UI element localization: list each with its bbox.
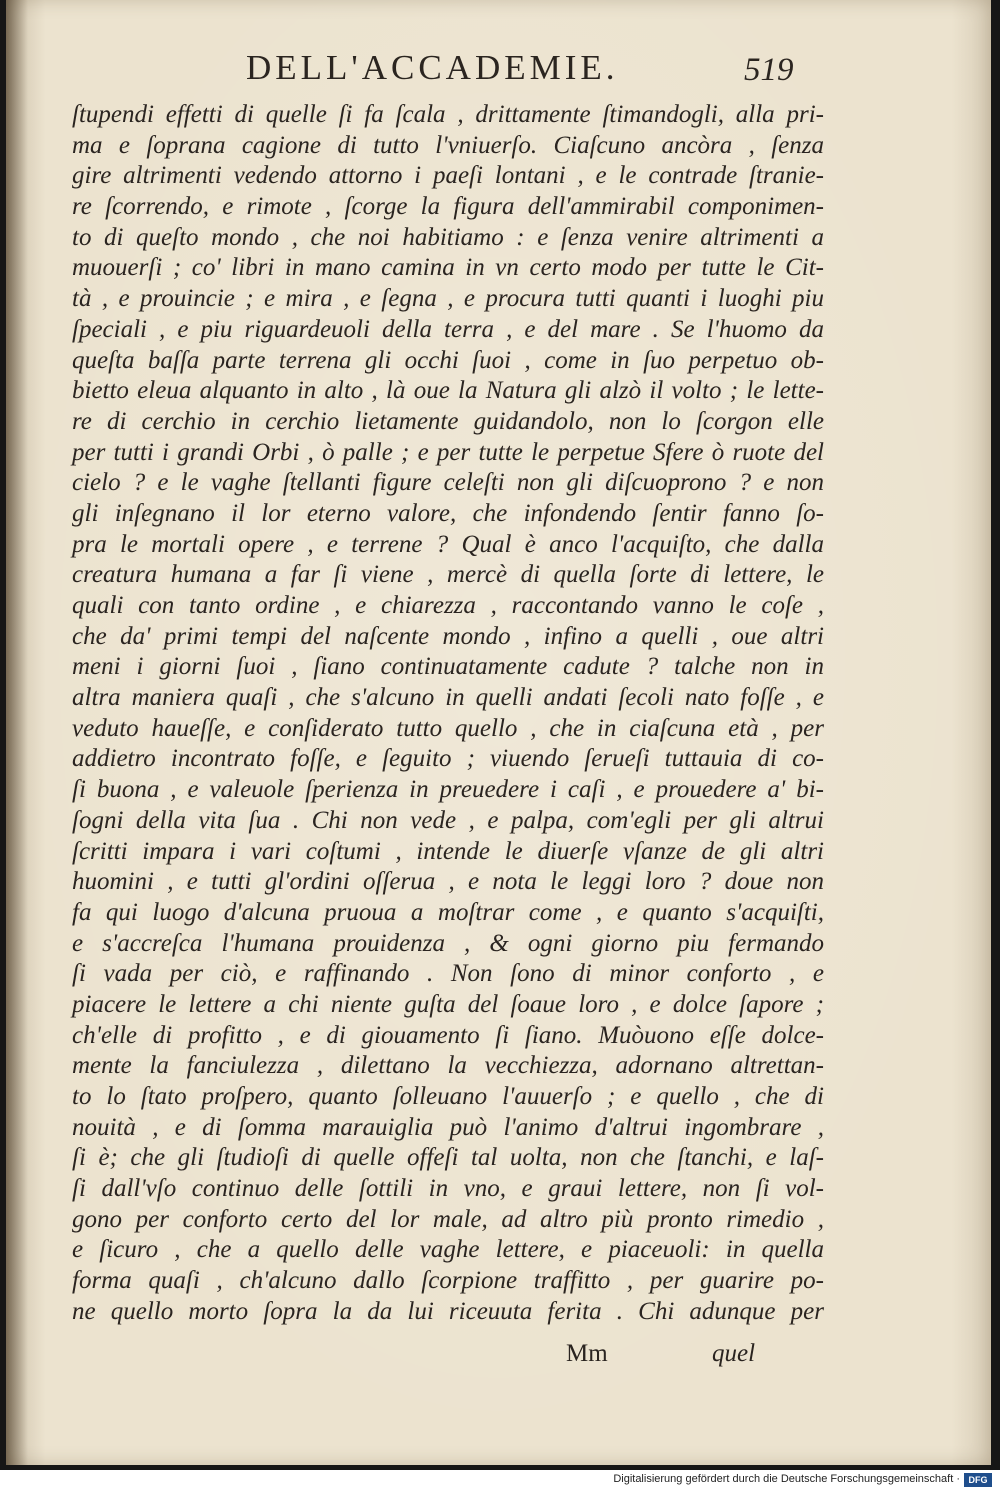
text-line: altra maniera quaſi , che s'alcuno in quelli andati ſecoli nato foſſe , e [72,684,824,712]
text-line: ſogni della vita ſua . Chi non vede , e palpa, com'egli per gli altrui [72,806,824,834]
text-line: gono per conforto certo del lor male, ad altro più pronto rimedio , [72,1205,824,1233]
text-line: ſtupendi effetti di quelle ſi fa ſcala , drittamente ſtimandogli, alla pri- [72,101,824,128]
text-line: tà , e prouincie ; e mira , e ſegna , e procura tutti quanti i luoghi piu [72,285,824,313]
text-line: ſpeciali , e piu riguardeuoli della terra , e del mare . Se l'huomo da [72,315,824,343]
text-line: per tutti i grandi Orbi , ò palle ; e per tutte le perpetue Sfere ò ruote del [72,438,824,466]
text-line: quali con tanto ordine , e chiarezza , raccontando vanno le coſe , [72,592,824,619]
text-line: pra le mortali opere , e terrene ? Qual è anco l'acquiſto, che dalla [72,530,824,558]
text-line: ſi dall'vſo continuo delle ſottili in vno, e graui lettere, non ſi vol- [72,1175,824,1203]
body-text [72,100,824,1328]
text-line: ſi buona , e valeuole ſperienza in preuedere i caſi , e prouedere a' bi- [72,776,824,804]
text-line: huomini , e tutti gl'ordini oſſerua , e nota le leggi loro ? doue non [72,868,824,896]
footer-credit: Digitalisierung gefördert durch die Deutsche Forschungsgemeinschaft · [613,1473,960,1485]
text-line: che da' primi tempi del naſcente mondo , infino a quelli , oue altri [72,622,824,650]
text-line: cielo ? e le vaghe ſtellanti figure celeſti non gli diſcuoprono ? e non [72,469,824,497]
text-line: fa qui luogo d'alcuna pruoua a moſtrar come , e quanto s'acquiſti, [72,898,824,926]
text-line: ch'elle di profitto , e di giouamento ſi ſiano. Muòuono eſſe dolce- [72,1021,824,1049]
text-line: re di cerchio in cerchio lietamente guidandolo, non lo ſcorgon elle [72,407,824,435]
text-line: addietro incontrato foſſe, e ſeguito ; viuendo ſerueſi tuttauia di co- [72,745,824,773]
text-line: ne quello morto ſopra la da lui riceuuta ferita . Chi adunque per [72,1297,824,1325]
text-line: ſcritti impara i vari coſtumi , intende le diuerſe vſanze de gli altri [72,837,824,865]
text-line: re ſcorrendo, e rimote , ſcorge la figura dell'ammirabil componimen- [72,193,824,221]
running-head: DELL'ACCADEMIE. [246,48,619,87]
text-line: piacere le lettere a chi niente guſta del ſoaue loro , e dolce ſapore ; [72,990,824,1018]
catchword: quel [712,1340,756,1367]
signature-mark: Mm [566,1340,608,1367]
text-line: muouerſi ; co' libri in mano camina in vn certo modo per tutte le Cit- [72,254,824,282]
dfg-logo: DFG [964,1473,992,1487]
spine-shadow [6,0,28,1465]
digitization-footer [0,1470,1000,1491]
text-line: gli inſegnano il lor eterno valore, che infondendo ſentir fanno ſo- [72,499,824,527]
text-line: to lo ſtato proſpero, quanto ſolleuano l'auuerſo ; e quello , che di [72,1083,824,1110]
text-line: mente la fanciulezza , dilettano la vecchiezza, adornano altrettan- [72,1052,824,1080]
text-line: e s'accreſca l'humana prouidenza , & ogni giorno piu fermando [72,929,824,957]
text-line: to di queſto mondo , che noi habitiamo : e ſenza venire altrimenti a [72,223,824,251]
text-line: forma quaſi , ch'alcuno dallo ſcorpione traffitto , per guarire po- [72,1267,824,1295]
text-line: queſta baſſa parte terrena gli occhi ſuoi , come in ſuo perpetuo ob- [72,346,824,374]
text-line: ma e ſoprana cagione di tutto l'vniuerſo. Ciaſcuno ancòra , ſenza [72,131,824,159]
text-line: ſi è; che gli ſtudioſi di quelle offeſi tal uolta, non che ſtanchi, e laſ- [72,1144,824,1172]
text-line: e ſicuro , che a quello delle vaghe lettere, e piaceuoli: in quella [72,1236,824,1264]
text-line: nouità , e di ſomma marauiglia può l'animo d'altrui ingombrare , [72,1113,824,1141]
text-line: bietto eleua alquanto in alto , là oue la Natura gli alzò il volto ; le lette- [72,377,824,405]
text-line: gire altrimenti vedendo attorno i paeſi lontani , e le contrade ſtranie- [72,162,824,190]
text-line: veduto haueſſe, e conſiderato tutto quello , che in ciaſcuna età , per [72,714,824,742]
text-line: meni i giorni ſuoi , ſiano continuatamente cadute ? talche non in [72,653,824,681]
text-line: ſi vada per ciò, e raffinando . Non ſono di minor conforto , e [72,960,824,988]
text-line: creatura humana a far ſi viene , mercè di quella ſorte di lettere, le [72,561,824,589]
page-number: 519 [744,52,794,88]
